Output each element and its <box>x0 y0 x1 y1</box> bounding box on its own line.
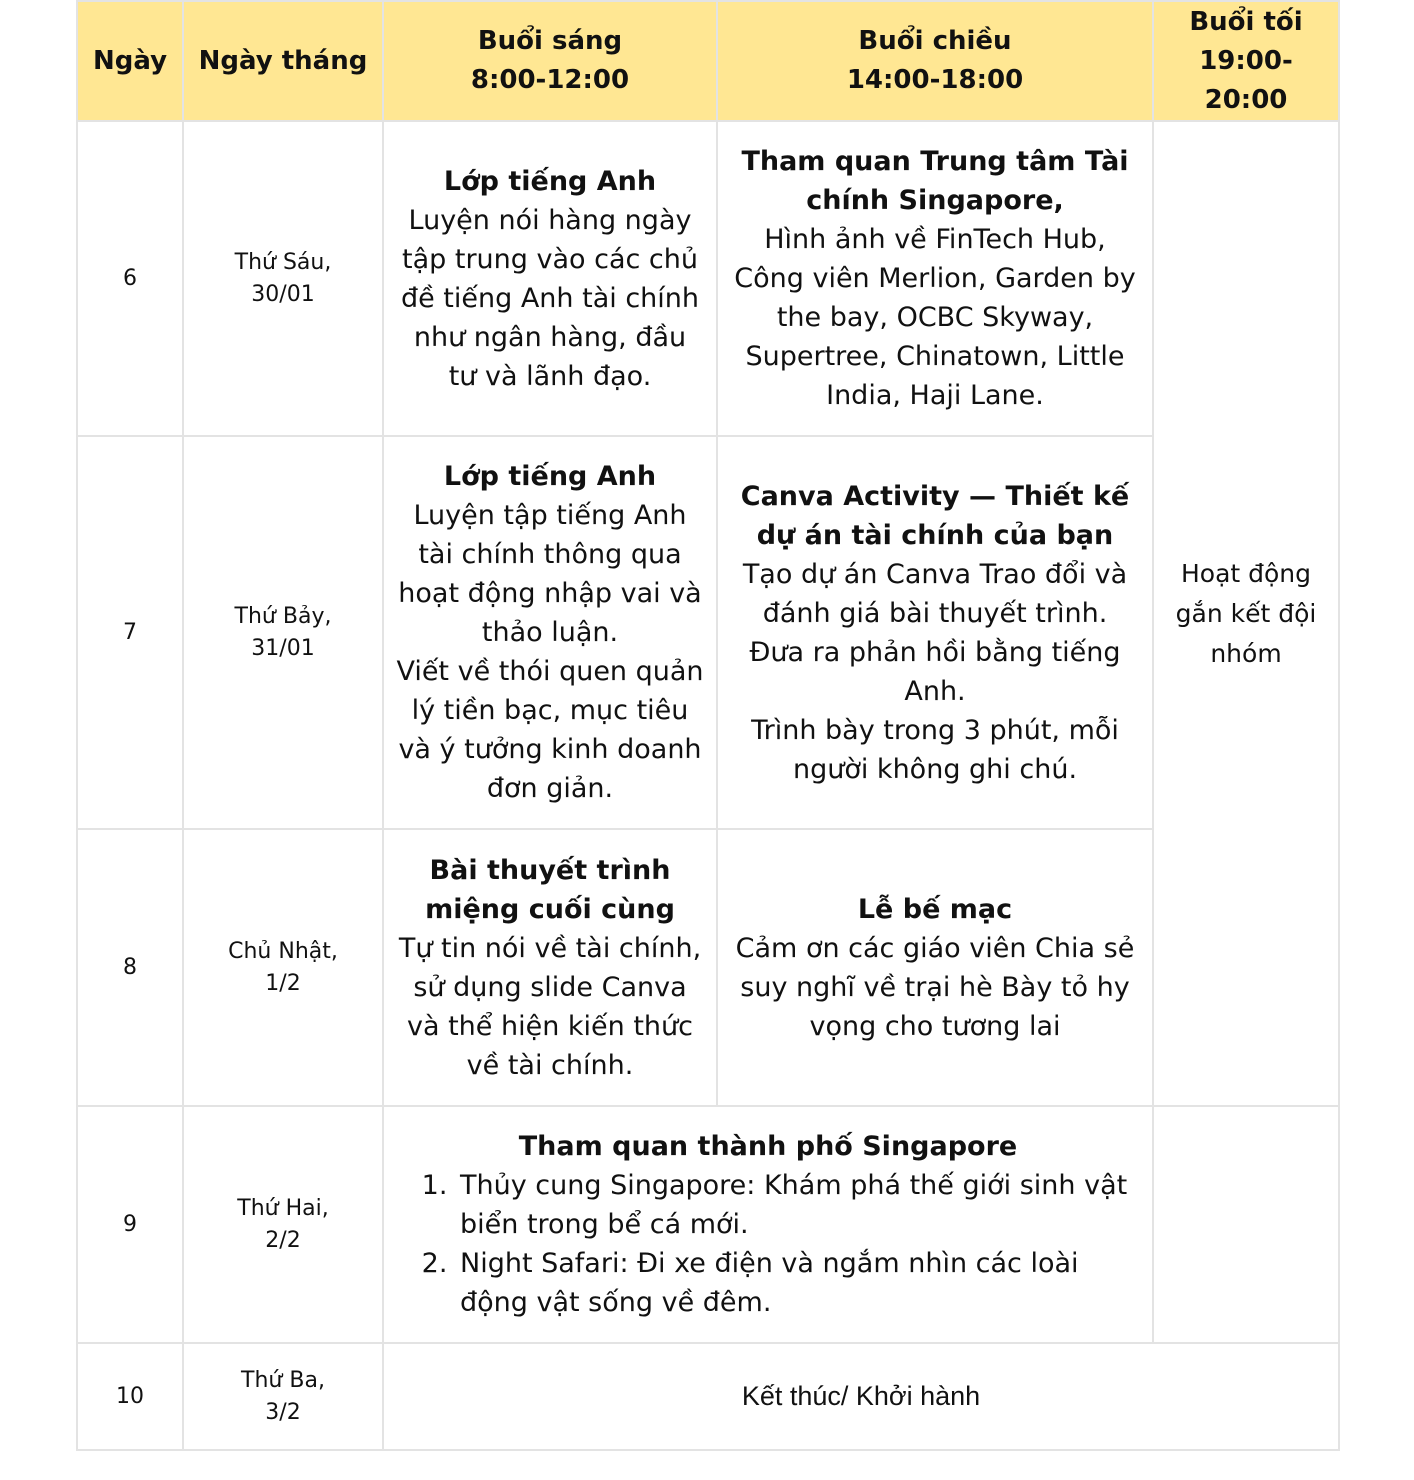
date-weekday: Thứ Bảy, <box>234 603 332 629</box>
afternoon-cell <box>717 829 1153 1106</box>
date-day: 31/01 <box>251 635 315 661</box>
table-row-day-6 <box>77 121 1339 436</box>
date-weekday: Thứ Ba, <box>241 1367 325 1393</box>
header-morning <box>383 1 717 121</box>
header-afternoon-title: Buổi chiều <box>858 26 1012 56</box>
morning-text: Luyện tập tiếng Anh tài chính thông qua hoạt động nhập vai và thảo luận. <box>398 500 702 648</box>
header-date-label: Ngày tháng <box>198 45 368 76</box>
table-row-day-8 <box>77 829 1339 1106</box>
day-number: 10 <box>116 1383 144 1409</box>
afternoon-title: Tham quan Trung tâm Tài chính Singapore, <box>741 146 1129 216</box>
header-day <box>77 1 183 121</box>
afternoon-cell <box>717 121 1153 436</box>
header-afternoon-time: 14:00-18:00 <box>846 65 1024 95</box>
evening-cell <box>1153 121 1339 1106</box>
morning-cell <box>383 829 717 1106</box>
day-number-cell <box>77 829 183 1106</box>
date-cell <box>183 436 383 829</box>
header-date <box>183 1 383 121</box>
day-number-cell <box>77 1343 183 1450</box>
afternoon-text: Cảm ơn các giáo viên Chia sẻ suy nghĩ về trại hè Bày tỏ hy vọng cho tương lai <box>735 932 1135 1042</box>
day-number: 8 <box>123 954 137 980</box>
evening-activity: Hoạt động gắn kết đội nhóm <box>1175 558 1317 668</box>
morning-text: Viết về thói quen quản lý tiền bạc, mục tiêu và ý tưởng kinh doanh đơn giản. <box>396 656 704 804</box>
header-evening <box>1153 1 1339 121</box>
table-row-day-9 <box>77 1106 1339 1343</box>
afternoon-text: Trình bày trong 3 phút, mỗi người không ghi chú. <box>751 714 1119 785</box>
morning-cell <box>383 121 717 436</box>
morning-cell <box>383 436 717 829</box>
date-day: 2/2 <box>265 1227 301 1253</box>
afternoon-text: Tạo dự án Canva Trao đổi và đánh giá bài thuyết trình. <box>742 558 1128 629</box>
afternoon-title: Canva Activity — Thiết kế dự án tài chính của bạn <box>740 480 1130 551</box>
morning-title: Lớp tiếng Anh <box>443 461 657 492</box>
date-day: 1/2 <box>265 970 301 996</box>
morning-text: Luyện nói hàng ngày tập trung vào các chủ đề tiếng Anh tài chính như ngân hàng, đầu tư và lãnh đạo. <box>400 204 700 392</box>
header-afternoon <box>717 1 1153 121</box>
list-item: 1. Thủy cung Singapore: Khám phá thế giới sinh vật biển trong bể cá mới. <box>456 1166 1140 1244</box>
date-day: 30/01 <box>251 281 315 307</box>
city-tour-title: Tham quan thành phố Singapore <box>518 1131 1018 1162</box>
date-cell <box>183 1343 383 1450</box>
header-evening-time: 19:00-20:00 <box>1199 45 1293 115</box>
city-tour-list <box>396 1166 1140 1322</box>
morning-text: Tự tin nói về tài chính, sử dụng slide Canva và thể hiện kiến thức về tài chính. <box>398 932 702 1081</box>
afternoon-text: Đưa ra phản hồi bằng tiếng Anh. <box>749 636 1121 707</box>
table-row-day-10 <box>77 1343 1339 1450</box>
afternoon-title: Lễ bế mạc <box>857 893 1013 925</box>
date-weekday: Thứ Sáu, <box>234 249 332 275</box>
date-weekday: Chủ Nhật, <box>228 938 338 964</box>
evening-empty-cell <box>1153 1106 1339 1343</box>
schedule-table <box>76 0 1340 1451</box>
date-cell <box>183 1106 383 1343</box>
day-number-cell <box>77 1106 183 1343</box>
city-tour-cell <box>383 1106 1153 1343</box>
day-number: 7 <box>123 619 137 645</box>
header-row <box>77 1 1339 121</box>
day-number: 6 <box>123 265 137 291</box>
departure-cell <box>383 1343 1339 1450</box>
day-number-cell <box>77 436 183 829</box>
table-row-day-7 <box>77 436 1339 829</box>
morning-title: Lớp tiếng Anh <box>443 165 657 197</box>
header-morning-title: Buổi sáng <box>477 26 623 56</box>
date-cell <box>183 829 383 1106</box>
day-number: 9 <box>123 1211 137 1237</box>
date-cell <box>183 121 383 436</box>
afternoon-cell <box>717 436 1153 829</box>
date-weekday: Thứ Hai, <box>237 1195 329 1221</box>
list-item: 2. Night Safari: Đi xe điện và ngắm nhìn các loài động vật sống về đêm. <box>456 1244 1140 1322</box>
header-morning-time: 8:00-12:00 <box>470 65 630 95</box>
date-day: 3/2 <box>265 1399 301 1425</box>
afternoon-text: Hình ảnh về FinTech Hub, Công viên Merlion, Garden by the bay, OCBC Skyway, Supertree, Chinatown, Little India, Haji Lane. <box>734 224 1136 411</box>
header-evening-title: Buổi tối <box>1189 6 1303 37</box>
day-number-cell <box>77 121 183 436</box>
header-day-label: Ngày <box>92 45 168 76</box>
morning-title: Bài thuyết trình miệng cuối cùng <box>425 854 675 925</box>
departure-text: Kết thúc/ Khởi hành <box>741 1381 981 1411</box>
